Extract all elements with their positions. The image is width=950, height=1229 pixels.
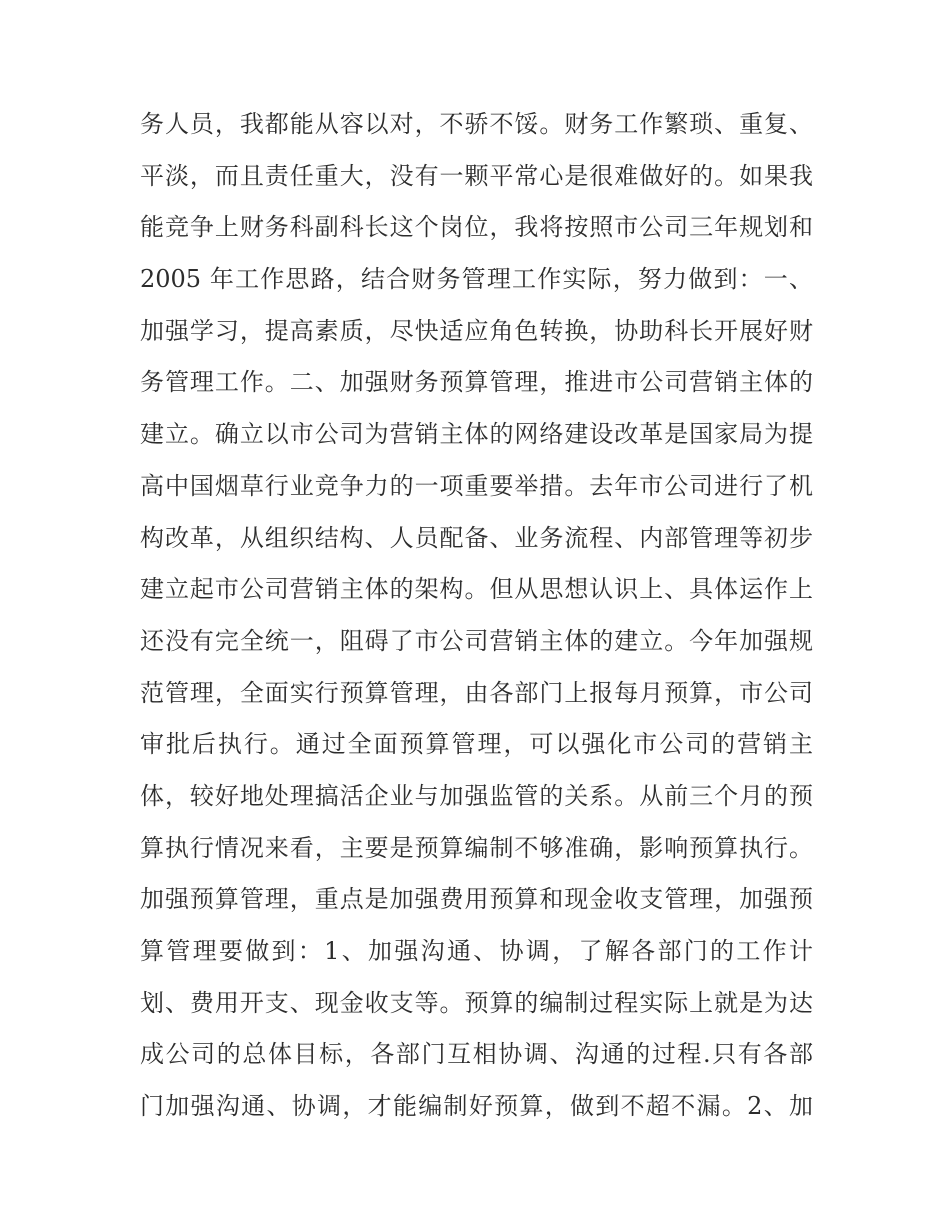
paragraph-line: 平淡，而且责任重大，没有一颗平常心是很难做好的。如果我 [140, 161, 813, 190]
paragraph-line: 算管理要做到：1、加强沟通、协调，了解各部门的工作计 [140, 937, 813, 965]
paragraph-line: 体，较好地处理搞活企业与加强监管的关系。从前三个月的预 [140, 781, 813, 810]
paragraph-line: 构改革，从组织结构、人员配备、业务流程、内部管理等初步 [140, 523, 813, 552]
paragraph-line: 加强学习，提高素质，尽快适应角色转换，协助科长开展好财 [140, 316, 813, 345]
paragraph-line: 建立。确立以市公司为营销主体的网络建设改革是国家局为提 [140, 420, 813, 449]
document-text-block [140, 99, 813, 1133]
paragraph-line: 2005 年工作思路，结合财务管理工作实际，努力做到：一、 [140, 265, 813, 294]
paragraph-line: 门加强沟通、协调，才能编制好预算，做到不超不漏。2、加 [140, 1092, 813, 1121]
paragraph-line: 算执行情况来看，主要是预算编制不够准确，影响预算执行。 [140, 833, 813, 862]
paragraph-line: 高中国烟草行业竞争力的一项重要举措。去年市公司进行了机 [140, 471, 813, 500]
paragraph-line: 成公司的总体目标，各部门互相协调、沟通的过程.只有各部 [140, 1040, 813, 1069]
paragraph-line: 划、费用开支、现金收支等。预算的编制过程实际上就是为达 [140, 988, 813, 1017]
paragraph-line: 能竞争上财务科副科长这个岗位，我将按照市公司三年规划和 [140, 213, 813, 242]
paragraph-line: 加强预算管理，重点是加强费用预算和现金收支管理，加强预 [140, 885, 813, 914]
paragraph-line: 建立起市公司营销主体的架构。但从思想认识上、具体运作上 [140, 575, 813, 604]
paragraph-line: 还没有完全统一，阻碍了市公司营销主体的建立。今年加强规 [140, 626, 813, 655]
paragraph-line: 范管理，全面实行预算管理，由各部门上报每月预算，市公司 [140, 678, 813, 707]
paragraph-line: 务人员，我都能从容以对，不骄不馁。财务工作繁琐、重复、 [140, 110, 813, 138]
paragraph-line: 务管理工作。二、加强财务预算管理，推进市公司营销主体的 [140, 368, 813, 397]
paragraph-line: 审批后执行。通过全面预算管理，可以强化市公司的营销主 [140, 730, 813, 759]
